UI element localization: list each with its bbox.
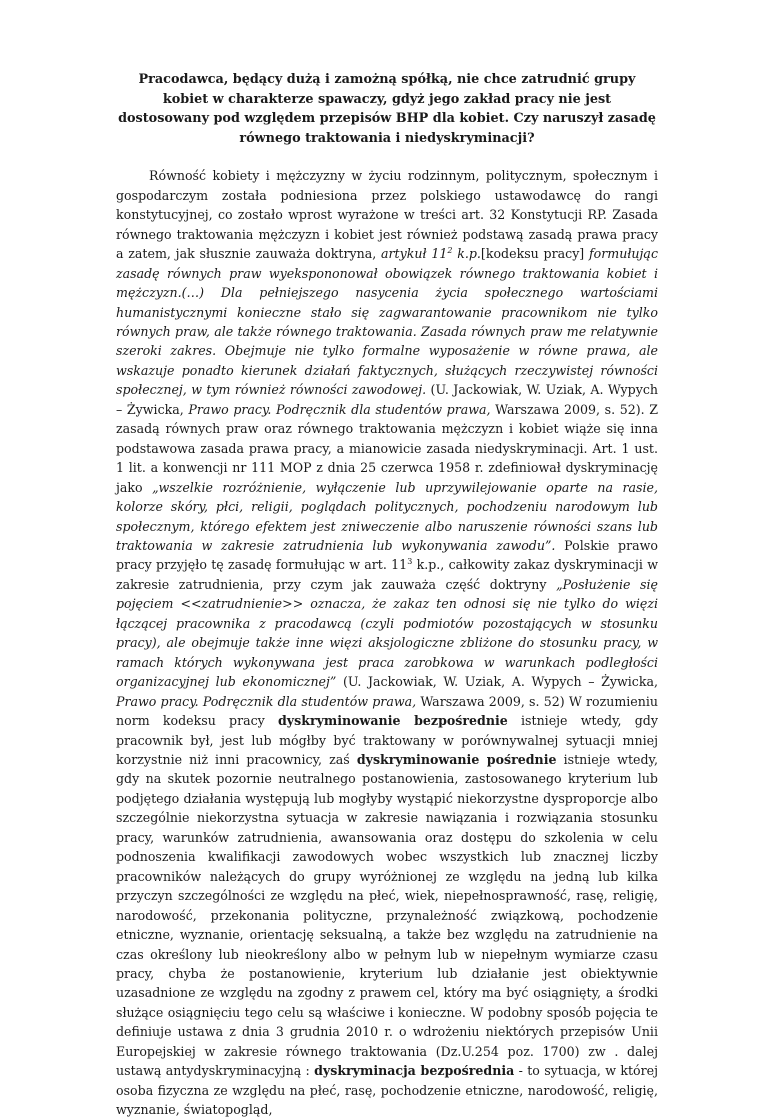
text-segment: istnieje wtedy, gdy pracownik był, jest lub mógłby być traktowany w porównywalnej sytuacji mniej korzystnie niż inni pracownicy, zaś: [116, 713, 658, 767]
document-heading: [116, 70, 658, 148]
term-bold: dyskryminowanie bezpośrednie: [278, 713, 508, 729]
book-title-italic: Prawo pracy. Podręcznik dla studentów prawa,: [116, 693, 417, 709]
term-bold: dyskryminowanie pośrednie: [356, 751, 557, 767]
text-segment: Warszawa 2009, s. 52) W rozumieniu norm kodeksu pracy: [116, 693, 659, 729]
text-segment: k.p., całkowity zakaz dyskryminacji w zakresie zatrudnienia, przy czym jak zauważa część doktryny: [116, 557, 658, 592]
superscript: 3: [407, 557, 413, 567]
text-segment: Warszawa 2009, s. 52). Z zasadą równych praw oraz równego traktowania mężczyzn i kobiet wiąże się inna podstawowa zasada prawa pracy, a mianowicie zasada niedyskryminacji. Art. 1 ust. 1 lit. a konwencji nr 111 MOP z dnia 25 czerwca 1958 r. zdefiniował dyskryminację jako: [116, 401, 659, 495]
superscript: 2: [447, 246, 453, 255]
text-segment: Równość kobiety i mężczyzny w życiu rodzinnym, politycznym, społecznym i gospodarczym została podniesiona przez polskiego ustawodawcę do rangi konstytucyjnej, co zostało wprost wyrażone w treści art. 32 Konstytucji RP. Zasada równego traktowania mężczyzn i kobiet jest również podstawą zasadą prawa pracy a zatem, jak słusznie zauważa doktryna,: [116, 168, 658, 262]
text-segment: - to sytuacja, w której osoba fizyczna ze względu na płeć, rasę, pochodzenie etniczne, narodowość, religię, wyznanie, światopogląd,: [116, 1063, 658, 1118]
quote-italic: „Posłużenie się pojęciem <<zatrudnienie>> oznacza, że zakaz ten odnosi się nie tylko do więzi łączącej pracownika z pracodawcą (czyli podmiotów pozostających w stosunku pracy), ale obejmuje także inne więzi aksjologiczne zbliżone do stosunku pracy, w ramach których wykonywana jest praca zarobkowa w warunkach podległości organizacyjnej lub ekonomicznej”: [116, 576, 658, 690]
quote-italic: „wszelkie rozróżnienie, wyłączenie lub uprzywilejowanie oparte na rasie, kolorze skóry, płci, religii, poglądach politycznych, pochodzeniu narodowym lub społecznym, którego efektem jest zniweczenie albo naruszenie równości szans lub traktowania w zakresie zatrudnienia lub wykonywania zawodu”.: [116, 479, 658, 553]
heading-text: Pracodawca, będący dużą i zamożną spółką, nie chce zatrudnić grupy kobiet w charakterze spawaczy, gdyż jego zakład pracy nie jest dostosowany pod względem przepisów BHP dla kobiet. Czy naruszył zasadę równego traktowania i niedyskryminacji?: [118, 72, 656, 146]
text-segment-italic: artykuł 11: [381, 246, 448, 262]
citation: (U. Jackowiak, W. Uziak, A. Wypych – Żywicka,: [336, 674, 658, 690]
body-paragraph: [116, 166, 658, 1119]
book-title-italic: Prawo pracy. Podręcznik dla studentów prawa,: [188, 401, 491, 417]
text-segment: [kodeksu pracy]: [480, 246, 590, 262]
term-bold: dyskryminacja bezpośrednia: [314, 1063, 515, 1079]
quote-italic: formułując zasadę równych praw wyekspononował obowiązek równego traktowania kobiet i mężczyzn.(…) Dla pełniejszego nasycenia życia społecznego wartościami humanistycznymi konieczne stało się zagwarantowanie pracownikom nie tylko równych praw, ale także równego traktowania. Zasada równych praw me relatywnie szeroki zakres. Obejmuje nie tylko formalne wyposażenie w równe prawa, ale wskazuje ponadto kierunek działań faktycznych, służących rzeczywistej równości społecznej, w tym również równości zawodowej.: [116, 246, 658, 398]
text-segment-italic: k.p.: [452, 246, 481, 262]
citation: (U. Jackowiak, W. Uziak, A. Wypych – Żywicka,: [116, 382, 659, 417]
text-segment: Polskie prawo pracy przyjęło tę zasadę formułując w art. 11: [116, 537, 658, 573]
text-segment: istnieje wtedy, gdy na skutek pozornie neutralnego postanowienia, zastosowanego kryterium lub podjętego działania występują lub mogłyby wystąpić niekorzystne dysproporcje albo szczególnie niekorzystna sytuacja w zakresie nawiązania i rozwiązania stosunku pracy, warunków zatrudnienia, awansowania oraz dostępu do szkolenia w celu podnoszenia kwalifikacji zawodowych wobec wszystkich lub znacznej liczby pracowników należących do grupy wyróżnionej ze względu na jedną lub kilka przyczyn szczególności ze względu na płeć, wiek, niepełnosprawność, rasę, religię, narodowość, przekonania polityczne, przynależność związkową, pochodzenie etniczne, wyznanie, orientację seksualną, a także bez względu na zatrudnienie na czas określony lub nieokreślony albo w pełnym lub w niepełnym wymiarze czasu pracy, chyba że postanowienie, kryterium lub działanie jest obiektywnie uzasadnione ze względu na zgodny z prawem cel, który ma być osiągnięty, a środki służące osiągnięciu tego celu są właściwe i konieczne. W podobny sposób pojęcia te definiuje ustawa z dnia 3 grudnia 2010 r. o wdrożeniu niektórych przepisów Unii Europejskiej w zakresie równego traktowania (Dz.U.254 poz. 1700) zw . dalej ustawą antydyskryminacyjną :: [116, 751, 658, 1079]
